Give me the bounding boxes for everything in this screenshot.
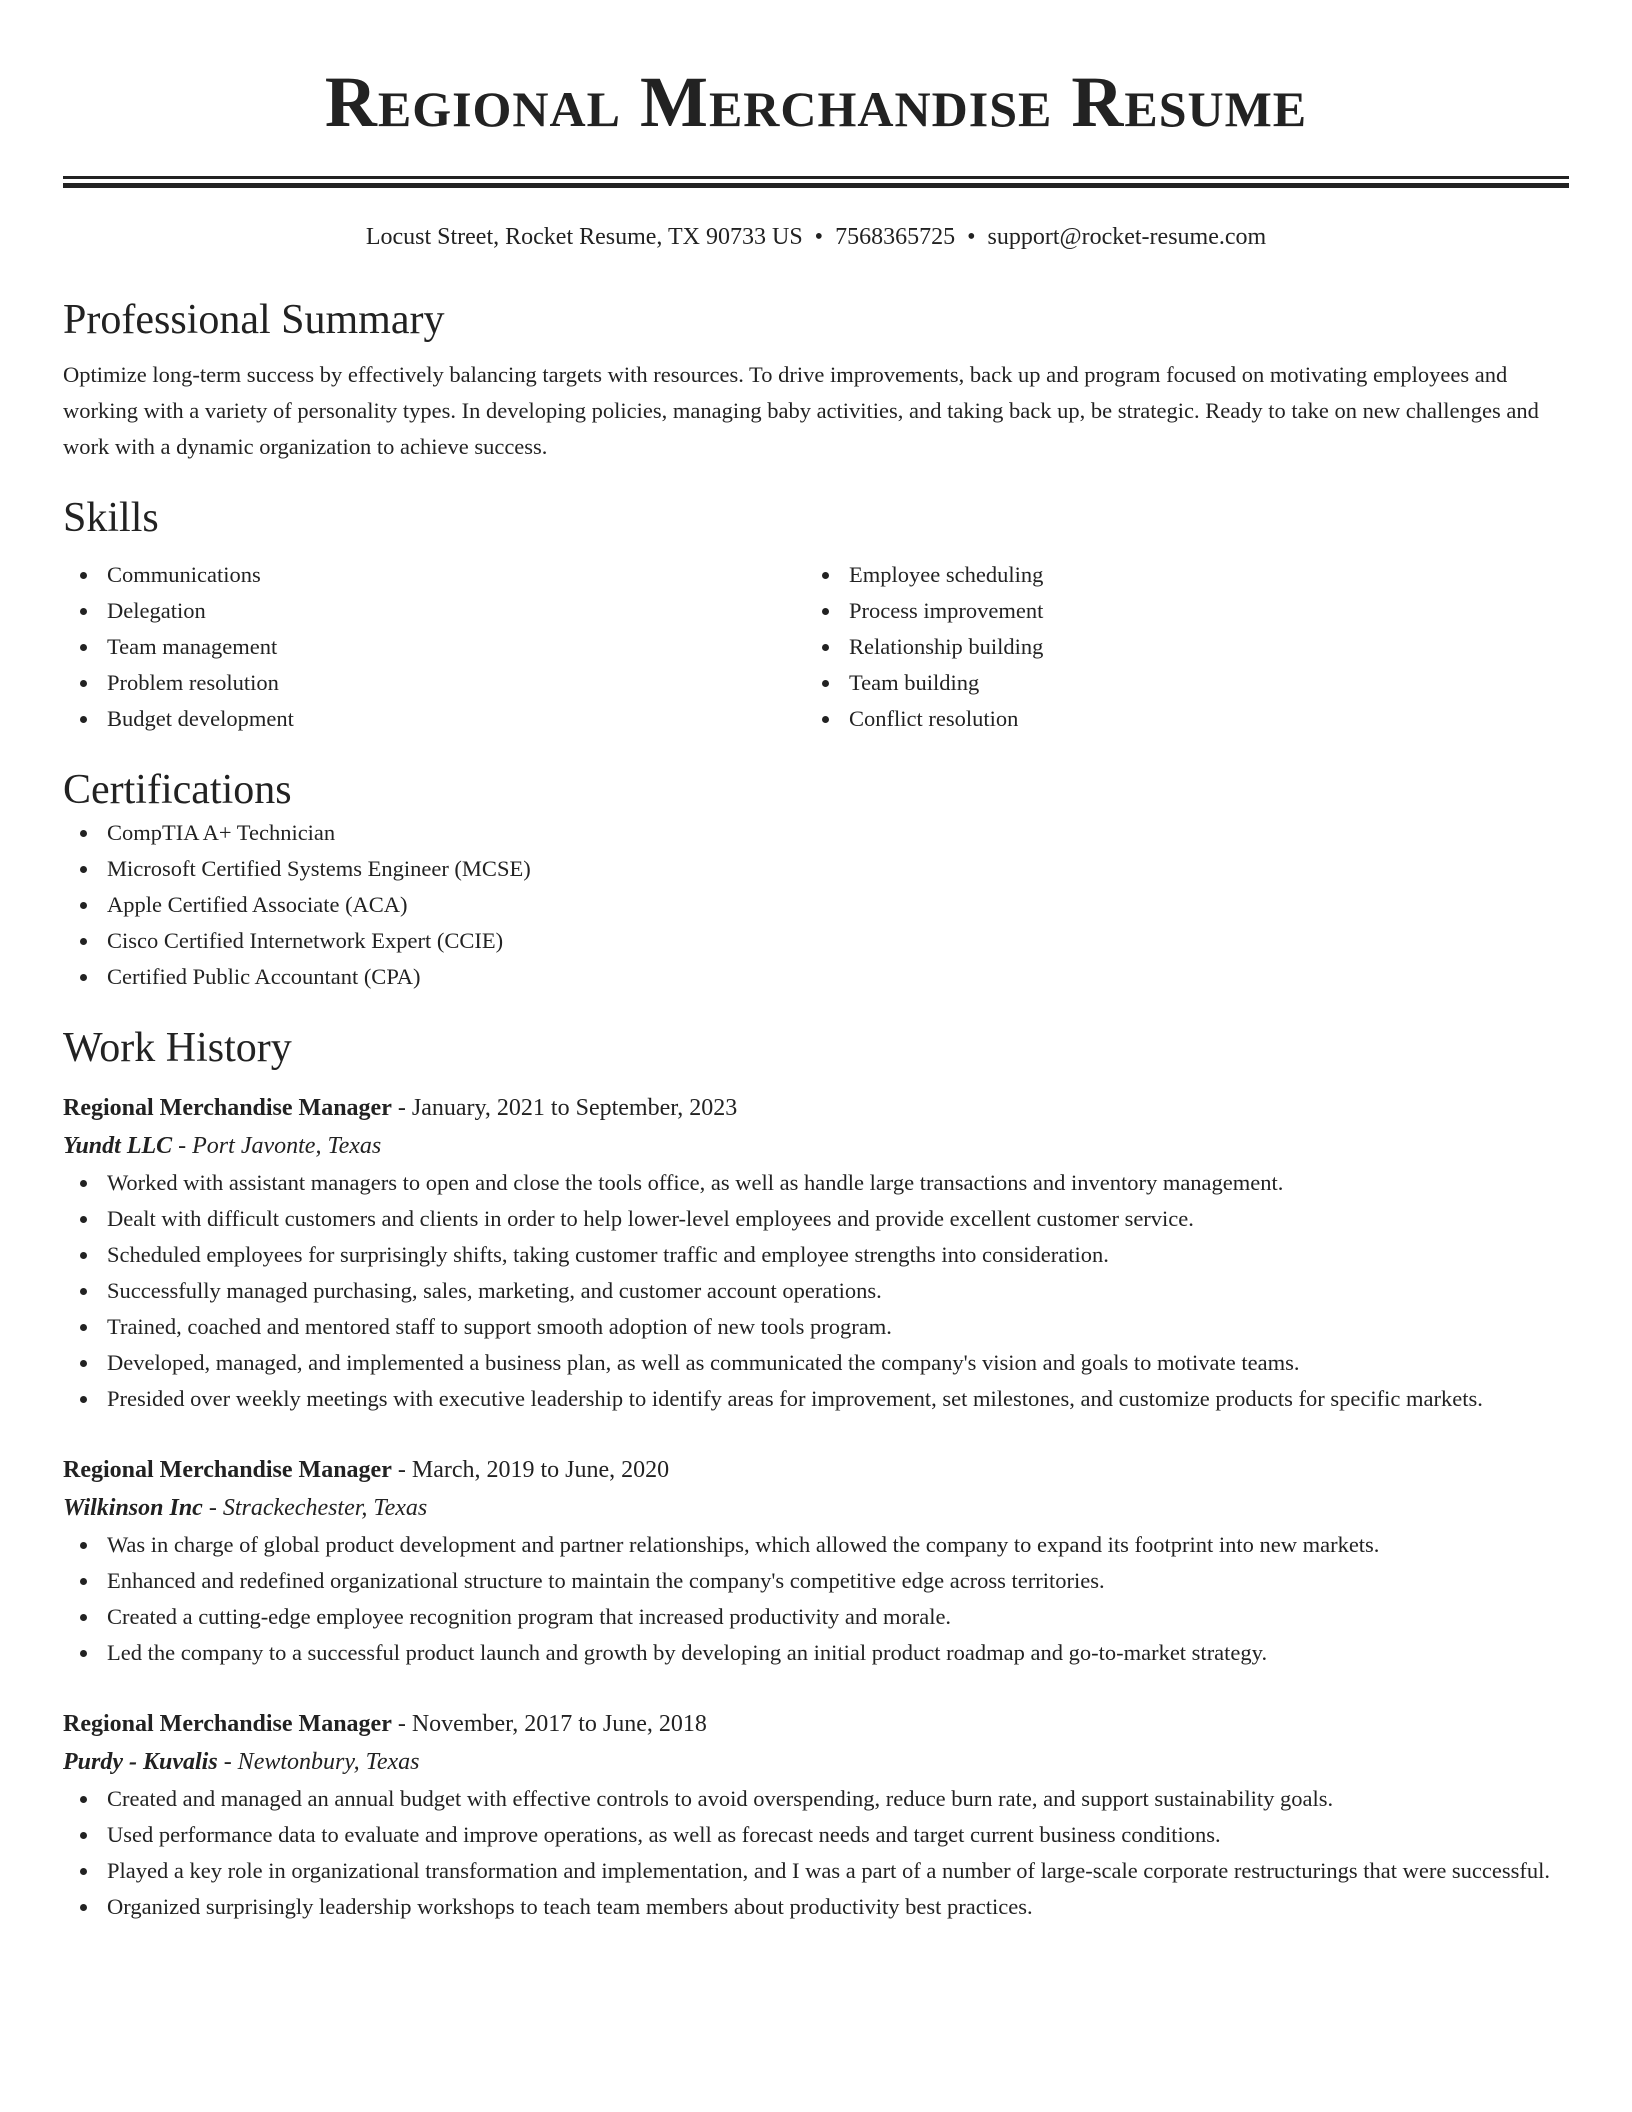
skills-grid (63, 557, 1569, 737)
skill-item: Delegation (63, 593, 805, 629)
job-duty-item: Trained, coached and mentored staff to support smooth adoption of new tools program. (63, 1309, 1569, 1345)
job-duty-item: Led the company to a successful product launch and growth by developing an initial product roadmap and go-to-market strategy. (63, 1635, 1569, 1671)
certifications-heading: Certifications (63, 767, 292, 813)
skill-item: Communications (63, 557, 805, 593)
job-duty-item: Was in charge of global product development and partner relationships, which allowed the company to expand its footprint into new markets. (63, 1527, 1569, 1563)
skill-item: Conflict resolution (805, 701, 1547, 737)
skills-heading: Skills (63, 495, 159, 541)
job-duty-item: Presided over weekly meetings with executive leadership to identify areas for improvement, set milestones, and customize products for specific markets. (63, 1381, 1569, 1417)
contact-separator: • (967, 224, 976, 250)
company-location: - Strackechester, Texas (202, 1495, 428, 1521)
summary-heading: Professional Summary (63, 297, 445, 343)
skill-item: Problem resolution (63, 665, 805, 701)
job-entry (63, 1451, 1569, 1671)
skills-column-left (63, 557, 805, 737)
job-title: Regional Merchandise Manager (63, 1095, 392, 1121)
job-duty-item: Dealt with difficult customers and clients in order to help lower-level employees and provide excellent customer service. (63, 1201, 1569, 1237)
job-duties-list (63, 1781, 1569, 1925)
certifications-list (63, 815, 1569, 995)
skill-item: Employee scheduling (805, 557, 1547, 593)
job-duties-list (63, 1527, 1569, 1671)
job-title: Regional Merchandise Manager (63, 1457, 392, 1483)
company-location: - Newtonbury, Texas (217, 1749, 420, 1775)
job-duty-item: Organized surprisingly leadership workshops to teach team members about productivity best practices. (63, 1889, 1569, 1925)
job-entry (63, 1089, 1569, 1417)
job-duty-item: Successfully managed purchasing, sales, marketing, and customer account operations. (63, 1273, 1569, 1309)
skills-column-right (805, 557, 1547, 737)
company-name: Yundt LLC (63, 1133, 173, 1159)
job-duty-item: Played a key role in organizational transformation and implementation, and I was a part of a number of large-scale corporate restructurings that were successful. (63, 1853, 1569, 1889)
contact-email[interactable]: support@rocket-resume.com (987, 224, 1267, 250)
contact-line (63, 222, 1569, 252)
company-location: - Port Javonte, Texas (172, 1133, 382, 1159)
certification-item: CompTIA A+ Technician (63, 815, 1569, 851)
job-duty-item: Used performance data to evaluate and improve operations, as well as forecast needs and target current business conditions. (63, 1817, 1569, 1853)
job-dates: - November, 2017 to June, 2018 (391, 1711, 707, 1737)
certification-item: Cisco Certified Internetwork Expert (CCIE) (63, 923, 1569, 959)
job-entry (63, 1705, 1569, 1925)
company-name: Wilkinson Inc (63, 1495, 203, 1521)
job-duties-list (63, 1165, 1569, 1417)
contact-separator: • (814, 224, 824, 250)
job-title-line (63, 1451, 1569, 1489)
certification-item: Microsoft Certified Systems Engineer (MCSE) (63, 851, 1569, 887)
company-name: Purdy - Kuvalis (63, 1749, 218, 1775)
company-line (63, 1743, 1569, 1781)
title-divider (63, 176, 1569, 188)
job-duty-item: Created a cutting-edge employee recognition program that increased productivity and morale. (63, 1599, 1569, 1635)
job-dates: - March, 2019 to June, 2020 (391, 1457, 670, 1483)
contact-phone[interactable]: 7568365725 (835, 224, 956, 250)
skills-list-left (63, 557, 805, 737)
certification-item: Apple Certified Associate (ACA) (63, 887, 1569, 923)
job-title-line (63, 1705, 1569, 1743)
job-duty-item: Worked with assistant managers to open and close the tools office, as well as handle large transactions and inventory management. (63, 1165, 1569, 1201)
certification-item: Certified Public Accountant (CPA) (63, 959, 1569, 995)
job-duty-item: Enhanced and redefined organizational structure to maintain the company's competitive edge across territories. (63, 1563, 1569, 1599)
skill-item: Team building (805, 665, 1547, 701)
company-line (63, 1127, 1569, 1165)
job-title: Regional Merchandise Manager (63, 1711, 392, 1737)
company-line (63, 1489, 1569, 1527)
resume-title: Regional Merchandise Resume (324, 62, 1308, 142)
job-duty-item: Developed, managed, and implemented a business plan, as well as communicated the company's vision and goals to motivate teams. (63, 1345, 1569, 1381)
skill-item: Team management (63, 629, 805, 665)
job-duty-item: Created and managed an annual budget with effective controls to avoid overspending, reduce burn rate, and support sustainability goals. (63, 1781, 1569, 1817)
skills-list-right (805, 557, 1547, 737)
job-title-line (63, 1089, 1569, 1127)
contact-address: Locust Street, Rocket Resume, TX 90733 US (365, 224, 803, 250)
skill-item: Budget development (63, 701, 805, 737)
work-history-heading: Work History (63, 1025, 292, 1071)
job-dates: - January, 2021 to September, 2023 (391, 1095, 738, 1121)
job-duty-item: Scheduled employees for surprisingly shifts, taking customer traffic and employee strengths into consideration. (63, 1237, 1569, 1273)
skill-item: Relationship building (805, 629, 1547, 665)
skill-item: Process improvement (805, 593, 1547, 629)
summary-text: Optimize long-term success by effectively balancing targets with resources. To drive improvements, back up and program focused on motivating employees and working with a variety of personality types. In developing policies, managing baby activities, and taking back up, be strategic. Ready to take on new challenges and work with a dynamic organization to achieve success. (63, 362, 1539, 459)
